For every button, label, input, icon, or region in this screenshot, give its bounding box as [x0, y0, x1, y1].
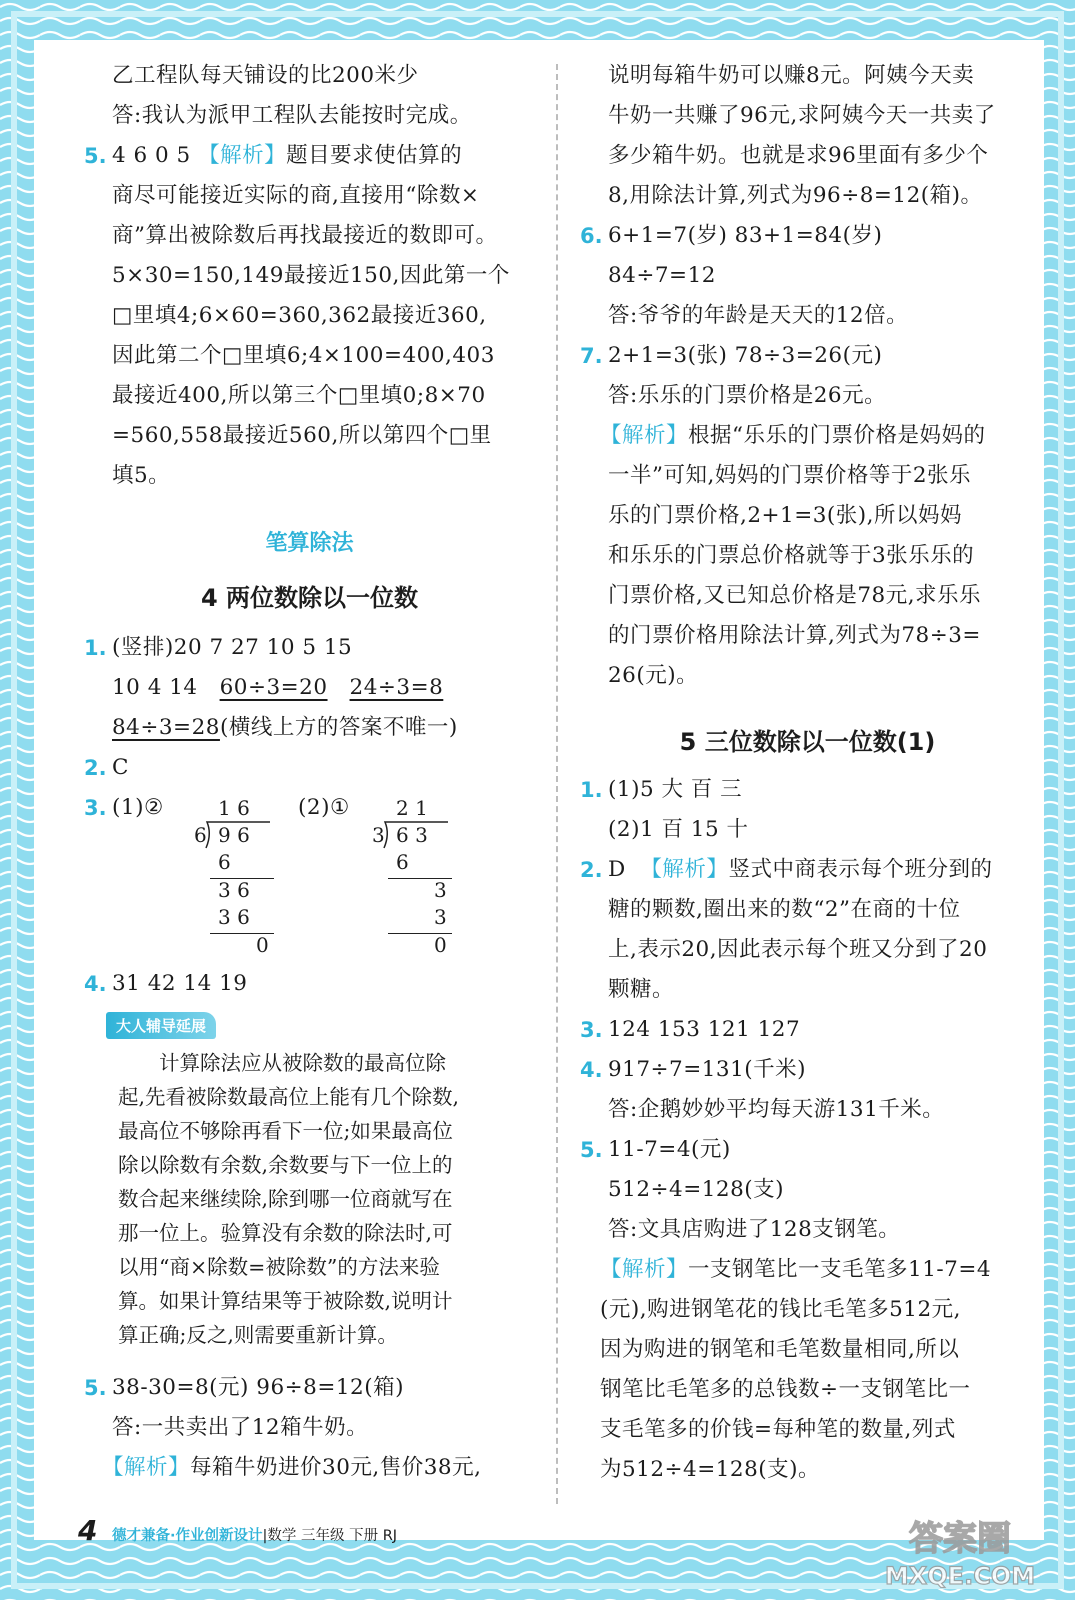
text-line: 答:我认为派甲工程队去能按时完成。	[112, 103, 472, 128]
answer-line: 38-30=8(元) 96÷8=12(箱)	[112, 1375, 404, 1400]
question-number: 7.	[580, 344, 603, 368]
subtract-value: 3	[434, 905, 447, 929]
question-number: 6.	[580, 224, 603, 248]
page-number: 4	[78, 1514, 98, 1547]
note-line: 起,先看被除数最高位上能有几个除数,	[118, 1085, 460, 1109]
underlined-equation: 60÷3=20	[219, 675, 328, 700]
question-number: 5.	[84, 1376, 107, 1400]
answer-line: 答:企鹅妙妙平均每天游131千米。	[608, 1097, 945, 1122]
answer-text: D	[608, 857, 626, 882]
question-number: 2.	[580, 858, 603, 882]
remainder-value: 0	[434, 933, 447, 957]
note-line: 算正确;反之,则需要重新计算。	[118, 1323, 398, 1347]
note-line: 除以除数有余数,余数要与下一位上的	[118, 1153, 453, 1177]
answer-line: 答:一共卖出了12箱牛奶。	[112, 1415, 369, 1440]
analysis-tag: 【解析】	[640, 857, 729, 882]
analysis-tag: 【解析】	[600, 423, 689, 448]
quotient: 2 1	[396, 796, 428, 820]
divisor: 6	[194, 823, 207, 847]
guide-note	[118, 1046, 538, 1352]
footer-text	[112, 1524, 397, 1545]
underlined-equation: 24÷3=8	[349, 675, 444, 700]
subtract-value: 6	[396, 850, 409, 874]
analysis-text: 门票价格,又已知总价格是78元,求乐乐	[608, 583, 982, 608]
answer-line: (竖排)20 7 27 10 5 15	[112, 635, 353, 660]
question-number: 4.	[580, 1058, 603, 1082]
question-number: 3.	[84, 796, 107, 820]
note-line: 算。如果计算结果等于被除数,说明计	[118, 1289, 453, 1313]
analysis-text: 乐的门票价格,2+1=3(张),所以妈妈	[608, 503, 963, 528]
answer-line: 答:文具店购进了128支钢笔。	[608, 1217, 901, 1242]
answer-line: 2+1=3(张) 78÷3=26(元)	[608, 343, 883, 368]
divisor: 3	[372, 823, 385, 847]
analysis-text: 填5。	[112, 463, 171, 488]
answer-line: 答:爷爷的年龄是天天的12倍。	[608, 303, 909, 328]
answer-text: 10 4 14	[112, 675, 198, 700]
question-number: 5.	[84, 144, 107, 168]
text-line: 说明每箱牛奶可以赚8元。阿姨今天卖	[608, 63, 975, 88]
analysis-text: 商”算出被除数后再找最接近的数即可。	[112, 223, 498, 248]
watermark-bottom: MXQE.COM	[884, 1562, 1036, 1590]
analysis-text: 因此第二个□里填6;4×100=400,403	[112, 343, 495, 368]
underlined-equation: 84÷3=28	[112, 715, 220, 740]
answer-line	[112, 668, 443, 708]
analysis-line	[600, 416, 986, 456]
analysis-line	[102, 1448, 481, 1488]
dividend: 6 3	[396, 823, 428, 847]
remainder-value: 3 6	[218, 878, 250, 902]
analysis-text: 根据“乐乐的门票价格是妈妈的	[688, 423, 986, 448]
analysis-text: 每箱牛奶进价30元,售价38元,	[190, 1455, 482, 1480]
subtract-value: 6	[218, 850, 231, 874]
column-divider	[556, 64, 558, 1504]
question-number: 3.	[580, 1018, 603, 1042]
analysis-text: 一支钢笔比一支毛笔多11-7=4	[688, 1257, 992, 1282]
answer-text: C	[112, 755, 129, 780]
analysis-text: 26(元)。	[608, 663, 699, 688]
answer-line: (2)1 百 15 十	[608, 817, 749, 842]
watermark-top: 答案圈	[909, 1519, 1011, 1559]
analysis-text: 的门票价格用除法计算,列式为78÷3=	[608, 623, 981, 648]
footer-info: |数学 三年级 下册 RJ	[262, 1528, 398, 1544]
sub-label: (1)②	[112, 795, 164, 820]
lesson-title: 4 两位数除以一位数	[200, 584, 419, 612]
text-line: 乙工程队每天铺设的比200米少	[112, 63, 419, 88]
answer-line	[112, 136, 462, 176]
analysis-text: 糖的颗数,圈出来的数“2”在商的十位	[608, 897, 961, 922]
analysis-line	[600, 1250, 991, 1290]
watermark-logo	[870, 1512, 1050, 1592]
text-line: 多少箱牛奶。也就是求96里面有多少个	[608, 143, 989, 168]
sub-label: (2)①	[298, 795, 350, 820]
remainder-value: 0	[256, 933, 269, 957]
analysis-text: 竖式中商表示每个班分到的	[728, 857, 993, 882]
quotient: 1 6	[218, 796, 250, 820]
answer-line	[608, 850, 992, 890]
question-number: 5.	[580, 1138, 603, 1162]
answer-line: 917÷7=131(千米)	[608, 1057, 807, 1082]
answer-line: 答:乐乐的门票价格是26元。	[608, 383, 887, 408]
subtract-value: 3 6	[218, 905, 250, 929]
analysis-text: 为512÷4=128(支)。	[600, 1457, 821, 1482]
analysis-text: 5×30=150,149最接近150,因此第一个	[112, 263, 510, 288]
note-line: 以用“商×除数=被除数”的方法来验	[118, 1255, 440, 1279]
question-number: 1.	[84, 636, 107, 660]
answer-text: 124 153 121 127	[608, 1017, 801, 1042]
analysis-text: 钢笔比毛笔多的总钱数÷一支钢笔比一	[600, 1377, 971, 1402]
analysis-text: 和乐乐的门票总价格就等于3张乐乐的	[608, 543, 975, 568]
note-line: 那一位上。验算没有余数的除法时,可	[118, 1221, 453, 1245]
answer-line	[112, 708, 458, 748]
question-number: 1.	[580, 778, 603, 802]
answer-note: (横线上方的答案不唯一)	[219, 715, 458, 740]
analysis-text: 因为购进的钢笔和毛笔数量相同,所以	[600, 1337, 960, 1362]
analysis-text: 题目要求使估算的	[286, 143, 463, 168]
analysis-text: 商尽可能接近实际的商,直接用“除数×	[112, 183, 480, 208]
analysis-text: 一半”可知,妈妈的门票价格等于2张乐	[608, 463, 972, 488]
footer-brand: 德才兼备·作业创新设计	[112, 1528, 263, 1544]
answer-line: 6+1=7(岁) 83+1=84(岁)	[608, 223, 883, 248]
analysis-text: (元),购进钢笔花的钱比毛笔多512元,	[600, 1297, 961, 1322]
analysis-tag: 【解析】	[600, 1257, 689, 1282]
analysis-tag: 【解析】	[102, 1455, 191, 1480]
analysis-text: 颗糖。	[608, 977, 675, 1002]
analysis-tag: 【解析】	[198, 143, 287, 168]
analysis-text: 最接近400,所以第三个□里填0;8×70	[112, 383, 486, 408]
note-line: 最高位不够除再看下一位;如果最高位	[118, 1119, 453, 1143]
section-title: 笔算除法	[265, 531, 354, 556]
analysis-text: □里填4;6×60=360,362最接近360,	[112, 303, 487, 328]
note-line: 计算除法应从被除数的最高位除	[159, 1051, 446, 1075]
note-line: 数合起来继续除,除到哪一位商就写在	[118, 1187, 453, 1211]
lesson-title: 5 三位数除以一位数(1)	[679, 728, 936, 756]
text-line: 牛奶一共赚了96元,求阿姨今天一共卖了	[608, 103, 996, 128]
answer-line: 512÷4=128(支)	[608, 1177, 785, 1202]
answer-line: 11-7=4(元)	[608, 1137, 731, 1162]
dividend: 9 6	[218, 823, 250, 847]
text-line: 8,用除法计算,列式为96÷8=12(箱)。	[608, 183, 983, 208]
question-number: 2.	[84, 756, 107, 780]
analysis-text: =560,558最接近560,所以第四个□里	[112, 423, 492, 448]
answer-line: 84÷7=12	[608, 263, 716, 288]
answer-text: 4 6 0 5	[112, 143, 191, 168]
answer-text: 31 42 14 19	[112, 971, 248, 996]
question-number: 4.	[84, 972, 107, 996]
answer-line: (1)5 大 百 三	[608, 777, 743, 802]
remainder-value: 3	[434, 878, 447, 902]
guide-badge: 大人辅导延展	[106, 1012, 216, 1039]
analysis-text: 支毛笔多的价钱=每种笔的数量,列式	[600, 1417, 956, 1442]
analysis-text: 上,表示20,因此表示每个班又分到了20	[608, 937, 988, 962]
